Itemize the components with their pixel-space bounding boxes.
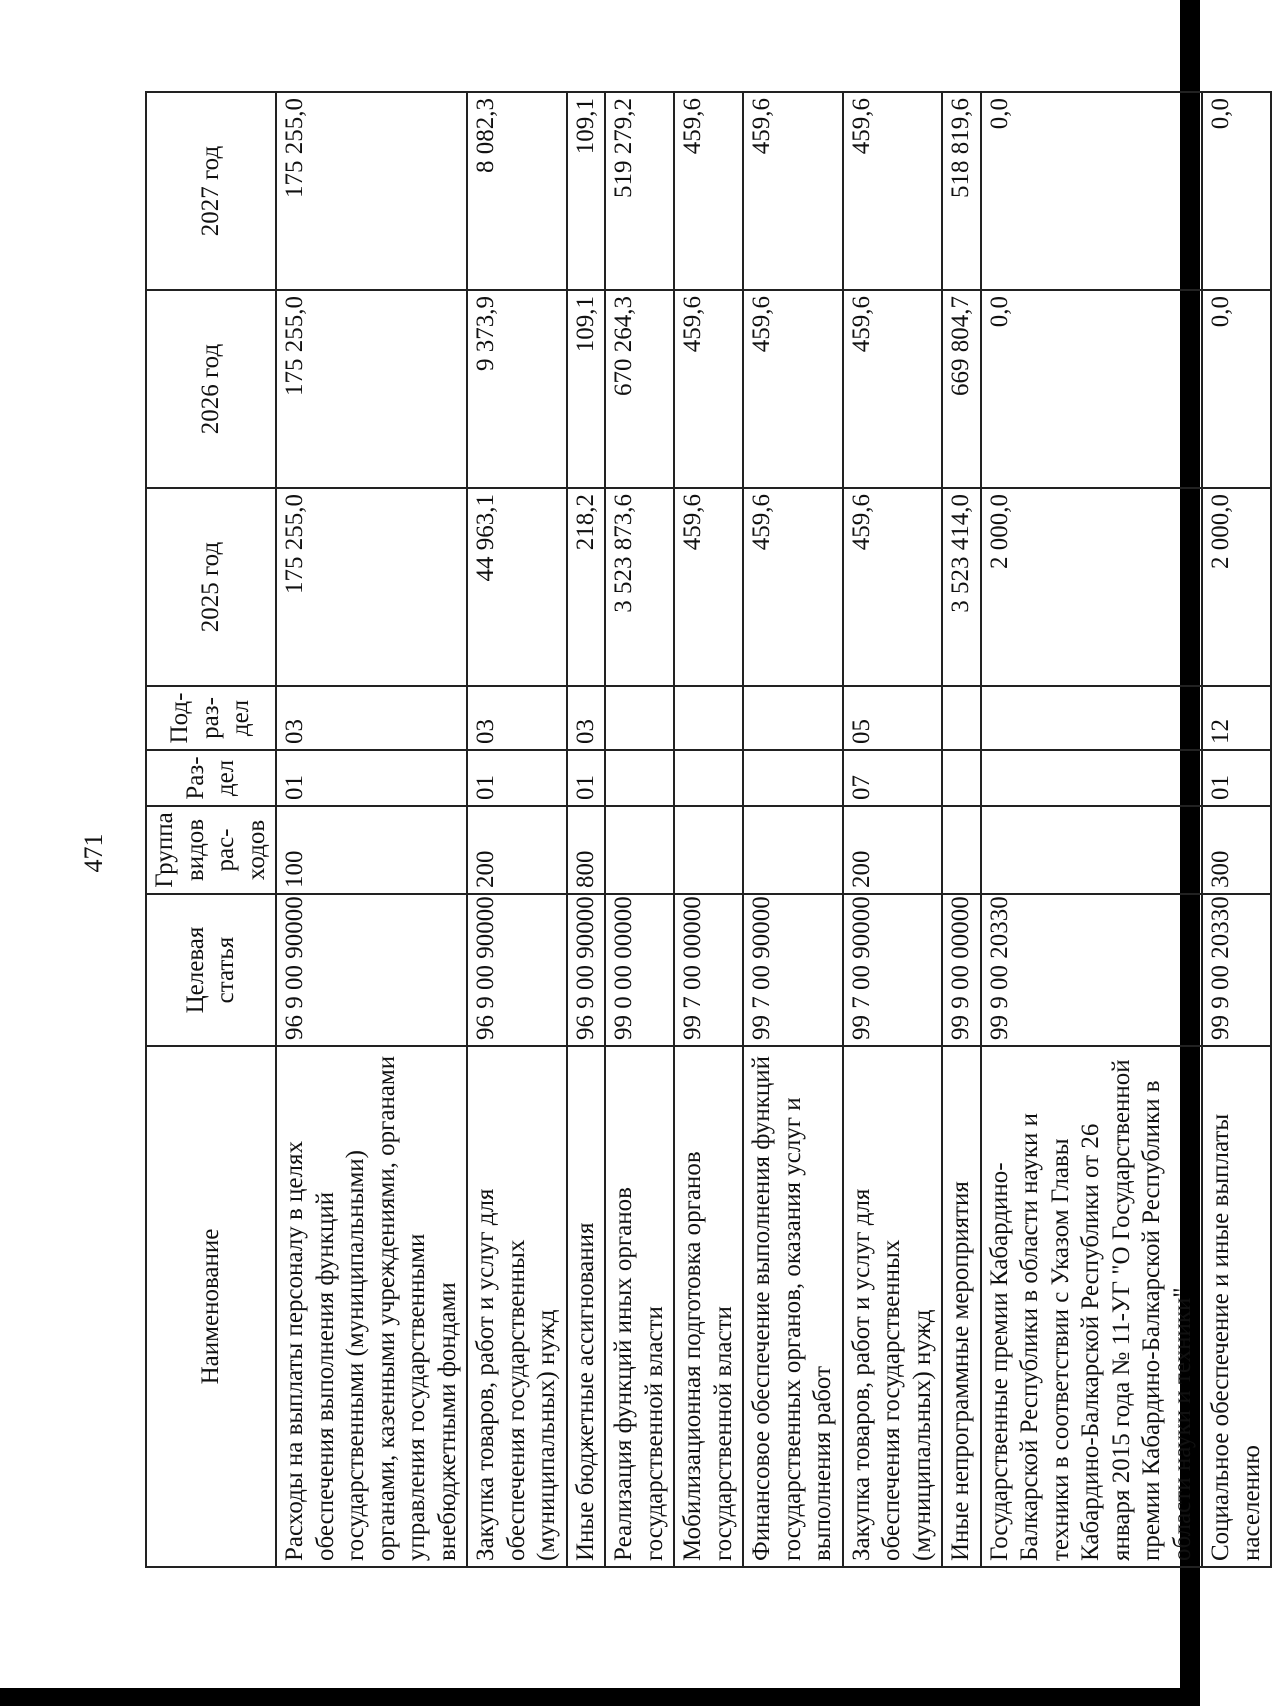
- row-subsection: 05: [843, 686, 943, 750]
- row-section: [605, 750, 674, 806]
- row-target: 99 9 00 00000: [942, 894, 981, 1046]
- row-2026: 0,0: [1202, 290, 1271, 488]
- row-section: 07: [843, 750, 943, 806]
- row-2026: 109,1: [567, 290, 606, 488]
- row-2025: 175 255,0: [276, 488, 467, 686]
- table-row: [942, 92, 981, 1567]
- row-section: 01: [1202, 750, 1271, 806]
- row-target: 99 9 00 20330: [981, 894, 1203, 1046]
- row-target: 96 9 00 90000: [467, 894, 567, 1046]
- row-2025: 44 963,1: [467, 488, 567, 686]
- row-name: Иные бюджетные ассигнования: [567, 1046, 606, 1567]
- row-section: [743, 750, 843, 806]
- row-group: 100: [276, 806, 467, 894]
- row-subsection: 12: [1202, 686, 1271, 750]
- row-2027: 459,6: [674, 92, 743, 290]
- row-2026: 0,0: [981, 290, 1203, 488]
- header-section: Раз-дел: [146, 750, 276, 806]
- row-2027: 459,6: [843, 92, 943, 290]
- page-number: 471: [79, 833, 108, 873]
- table-row: [567, 92, 606, 1567]
- row-name: Закупка товаров, работ и услуг для обеспечения государственных (муниципальных) нужд: [843, 1046, 943, 1567]
- row-2027: 0,0: [981, 92, 1203, 290]
- row-subsection: [743, 686, 843, 750]
- row-group: [981, 806, 1203, 894]
- table-row: [674, 92, 743, 1567]
- row-group: [942, 806, 981, 894]
- row-section: [981, 750, 1203, 806]
- row-name: Финансовое обеспечение выполнения функций государственных органов, оказания услуг и выполнения работ: [743, 1046, 843, 1567]
- row-target: 96 9 00 90000: [276, 894, 467, 1046]
- row-2027: 459,6: [743, 92, 843, 290]
- row-2025: 3 523 873,6: [605, 488, 674, 686]
- row-2025: 2 000,0: [981, 488, 1203, 686]
- row-section: 01: [467, 750, 567, 806]
- table-row: [843, 92, 943, 1567]
- row-2027: 175 255,0: [276, 92, 467, 290]
- row-subsection: 03: [467, 686, 567, 750]
- row-group: 200: [843, 806, 943, 894]
- row-name: Закупка товаров, работ и услуг для обеспечения государственных (муниципальных) нужд: [467, 1046, 567, 1567]
- row-2026: 175 255,0: [276, 290, 467, 488]
- table-body: [276, 92, 1271, 1567]
- row-name: Государственные премии Кабардино-Балкарской Республики в области науки и техники в соответствии с Указом Главы Кабардино-Балкарской Республики от 26 января 2015 года № 11-УГ "О Государственной премии Кабардино-Балкарской Республики в области науки и техники": [981, 1046, 1203, 1567]
- row-target: 99 7 00 00000: [674, 894, 743, 1046]
- row-target: 99 0 00 00000: [605, 894, 674, 1046]
- row-2025: 459,6: [674, 488, 743, 686]
- budget-table: [145, 91, 1272, 1568]
- row-2025: 2 000,0: [1202, 488, 1271, 686]
- row-2026: 669 804,7: [942, 290, 981, 488]
- row-2027: 0,0: [1202, 92, 1271, 290]
- header-2027: 2027 год: [146, 92, 276, 290]
- header-group: Группа видов рас-ходов: [146, 806, 276, 894]
- row-name: Социальное обеспечение и иные выплаты населению: [1202, 1046, 1271, 1567]
- row-subsection: 03: [567, 686, 606, 750]
- table-header-row: [146, 92, 276, 1567]
- row-2025: 3 523 414,0: [942, 488, 981, 686]
- row-subsection: [942, 686, 981, 750]
- row-section: [942, 750, 981, 806]
- row-subsection: [605, 686, 674, 750]
- row-2026: 459,6: [843, 290, 943, 488]
- scan-edge-bottom: [0, 1688, 1200, 1706]
- row-2027: 519 279,2: [605, 92, 674, 290]
- row-target: 99 9 00 20330: [1202, 894, 1271, 1046]
- header-2026: 2026 год: [146, 290, 276, 488]
- row-target: 99 7 00 90000: [843, 894, 943, 1046]
- row-target: 96 9 00 90000: [567, 894, 606, 1046]
- row-target: 99 7 00 90000: [743, 894, 843, 1046]
- row-group: 300: [1202, 806, 1271, 894]
- row-2027: 8 082,3: [467, 92, 567, 290]
- row-section: 01: [567, 750, 606, 806]
- row-section: [674, 750, 743, 806]
- row-subsection: 03: [276, 686, 467, 750]
- row-2025: 459,6: [743, 488, 843, 686]
- row-name: Мобилизационная подготовка органов государственной власти: [674, 1046, 743, 1567]
- row-2026: 670 264,3: [605, 290, 674, 488]
- row-section: 01: [276, 750, 467, 806]
- table-row: [743, 92, 843, 1567]
- table-row: [1202, 92, 1271, 1567]
- rotated-page: [25, 38, 1265, 1668]
- row-group: [605, 806, 674, 894]
- row-2026: 459,6: [743, 290, 843, 488]
- table-row: [276, 92, 467, 1567]
- row-group: [743, 806, 843, 894]
- row-name: Реализация функций иных органов государственной власти: [605, 1046, 674, 1567]
- row-2027: 109,1: [567, 92, 606, 290]
- header-subsection: Под-раз-дел: [146, 686, 276, 750]
- table-row: [605, 92, 674, 1567]
- header-name: Наименование: [146, 1046, 276, 1567]
- header-target: Целевая статья: [146, 894, 276, 1046]
- row-2026: 459,6: [674, 290, 743, 488]
- row-2026: 9 373,9: [467, 290, 567, 488]
- row-2027: 518 819,6: [942, 92, 981, 290]
- row-group: [674, 806, 743, 894]
- table-row: [467, 92, 567, 1567]
- row-2025: 218,2: [567, 488, 606, 686]
- row-group: 200: [467, 806, 567, 894]
- row-name: Расходы на выплаты персоналу в целях обеспечения выполнения функций государственными (муниципальными) органами, казенными учреждениями, органами управления государственными внебюджетными фондами: [276, 1046, 467, 1567]
- header-2025: 2025 год: [146, 488, 276, 686]
- row-subsection: [674, 686, 743, 750]
- row-2025: 459,6: [843, 488, 943, 686]
- row-name: Иные непрограммные мероприятия: [942, 1046, 981, 1567]
- row-group: 800: [567, 806, 606, 894]
- row-subsection: [981, 686, 1203, 750]
- table-row: [981, 92, 1203, 1567]
